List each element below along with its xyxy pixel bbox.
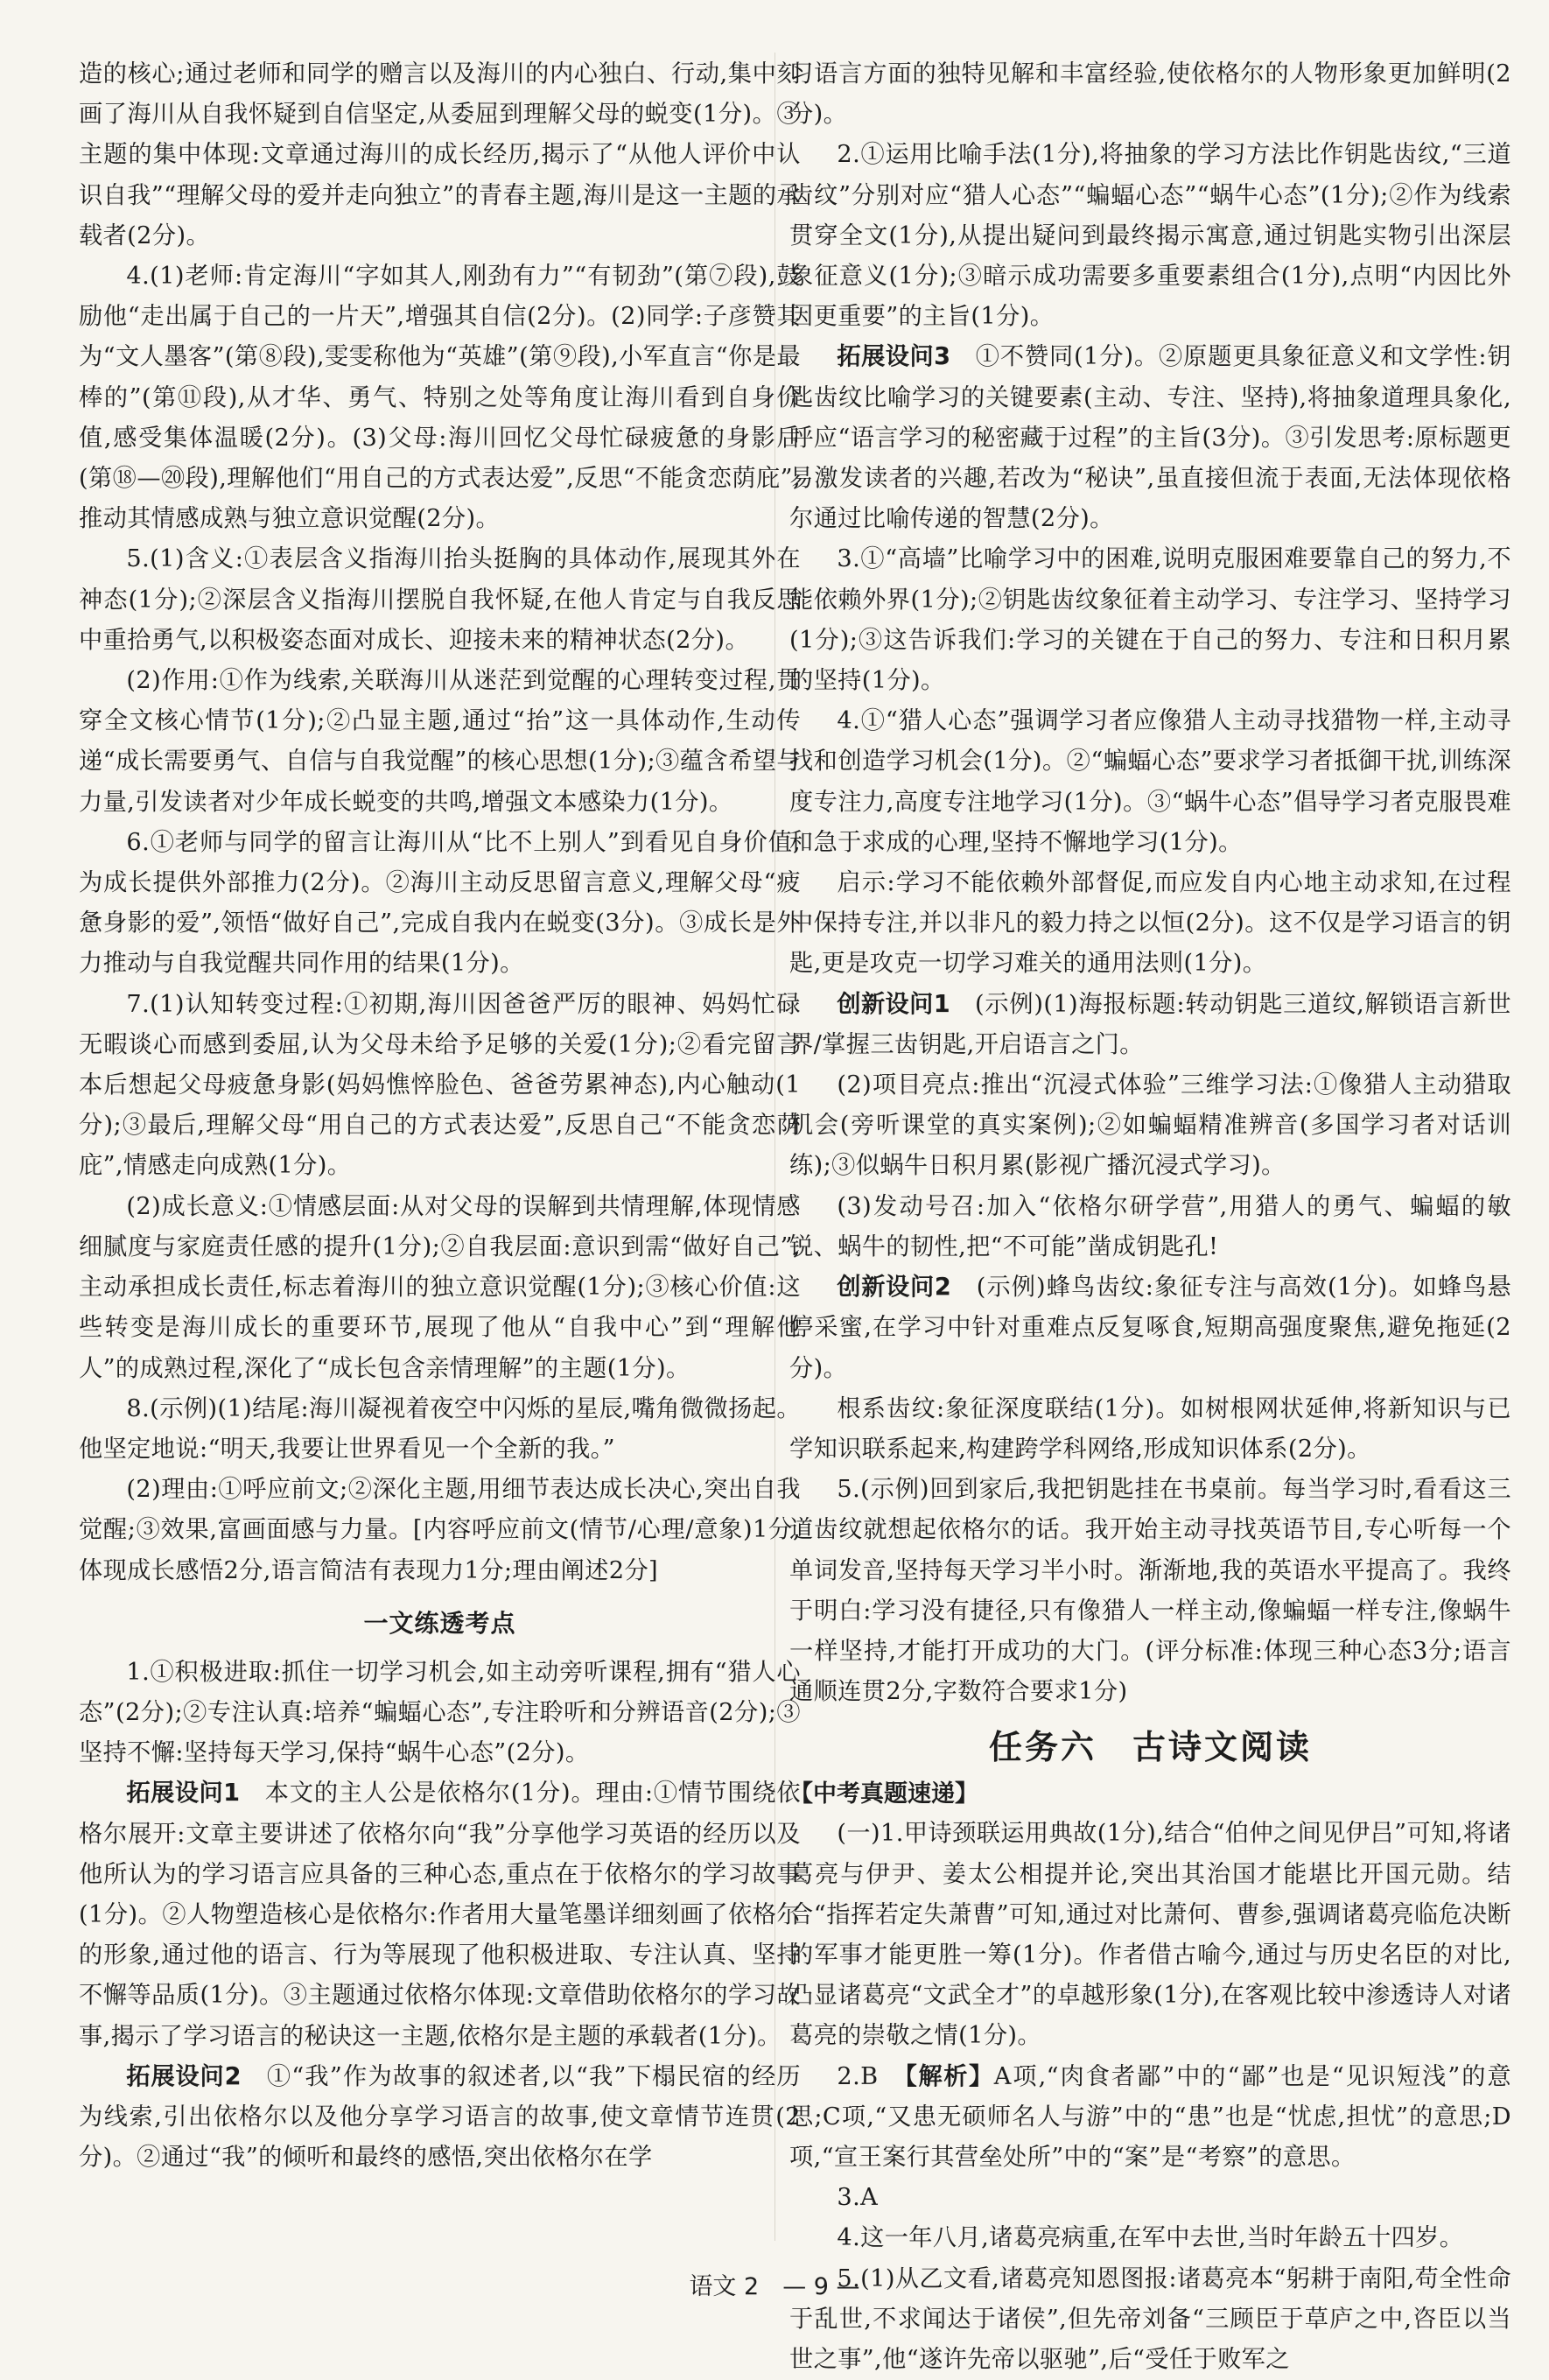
answer-text: A项,“肉食者鄙”中的“鄙”也是“见识短浅”的意思;C项,“又患无硕师名人与游”中的“患”也是“忧虑,担忧”的意思;D项,“宣王案行其营垒处所”中的“案”是“考察”的意思。 (789, 2062, 1511, 2171)
paragraph: (2)作用:①作为线索,关联海川从迷茫到觉醒的心理转变过程,贯穿全文核心情节(1分);②凸显主题,通过“抬”这一具体动作,生动传递“成长需要勇气、自信与自我觉醒”的核心思想(1分);③蕴含希望与力量,引发读者对少年成长蜕变的共鸣,增强文本感染力(1分)。 (79, 667, 801, 816)
paragraph (789, 985, 1511, 1065)
paragraph: 7.(1)认知转变过程:①初期,海川因爸爸严厉的眼神、妈妈忙碌无暇谈心而感到委屈,认为父母未给予足够的关爱(1分);②看完留言本后想起父母疲惫身影(妈妈憔悴脸色、爸爸劳累神态),内心触动(1分);③最后,理解父母“用自己的方式表达爱”,反思自己“不能贪恋荫庇”,情感走向成熟(1分)。 (79, 990, 801, 1180)
subsection-heading: 【中考真题速递】 (789, 1780, 978, 1808)
paragraph: 4.(1)老师:肯定海川“字如其人,刚劲有力”“有韧劲”(第⑦段),鼓励他“走出属于自己的一片天”,增强其自信(2分)。(2)同学:子彦赞其为“文人墨客”(第⑧段),雯雯称他为“英雄”(第⑨段),小军直言“你是最棒的”(第⑪段),从才华、勇气、特别之处等角度让海川看到自身价值,感受集体温暖(2分)。(3)父母:海川回忆父母忙碌疲惫的身影后(第⑱—⑳段),理解他们“用自己的方式表达爱”,反思“不能贪恋荫庇”,推动其情感成熟与独立意识觉醒(2分)。 (79, 263, 801, 533)
paragraph: 启示:学习不能依赖外部督促,而应发自内心地主动求知,在过程中保持专注,并以非凡的毅力持之以恒(2分)。这不仅是学习语言的钥匙,更是攻克一切学习难关的通用法则(1分)。 (789, 869, 1511, 978)
paragraph: 3.①“高墙”比喻学习中的困难,说明克服困难要靠自己的努力,不能依赖外界(1分);②钥匙齿纹象征着主动学习、专注学习、坚持学习(1分);③这告诉我们:学习的关键在于自己的努力、专注和日积月累的坚持(1分)。 (789, 545, 1511, 695)
paragraph: (一)1.甲诗颈联运用典故(1分),结合“伯仲之间见伊吕”可知,将诸葛亮与伊尹、姜太公相提并论,突出其治国才能堪比开国元勋。结合“指挥若定失萧曹”可知,通过对比萧何、曹参,强调诸葛亮临危决断的军事才能更胜一筹(1分)。作者借古喻今,通过与历史名臣的对比,凸显诸葛亮“文武全才”的卓越形象(1分),在客观比较中渗透诗人对诸葛亮的崇敬之情(1分)。 (789, 1820, 1511, 2050)
answer-text: 本文的主人公是依格尔(1分)。理由:①情节围绕依格尔展开:文章主要讲述了依格尔向“我”分享他学习英语的经历以及他所认为的学习语言应具备的三种心态,重点在于依格尔的学习故事(1分)。②人物塑造核心是依格尔:作者用大量笔墨详细刻画了依格尔的形象,通过他的语言、行为等展现了他积极进取、专注认真、坚持不懈等品质(1分)。③主题通过依格尔体现:文章借助依格尔的学习故事,揭示了学习语言的秘诀这一主题,依格尔是主题的承载者(1分)。 (79, 1780, 802, 2050)
paragraph: 造的核心;通过老师和同学的赠言以及海川的内心独白、行动,集中刻画了海川从自我怀疑到自信坚定,从委屈到理解父母的蜕变(1分)。③主题的集中体现:文章通过海川的成长经历,揭示了“从他人评价中认识自我”“理解父母的爱并走向独立”的青春主题,海川是这一主题的承载者(2分)。 (79, 60, 801, 249)
paragraph: (2)理由:①呼应前文;②深化主题,用细节表达成长决心,突出自我觉醒;③效果,富画面感与力量。[内容呼应前文(情节/心理/意象)1分,体现成长感悟2分,语言简洁有表现力1分;理由阐述2分] (79, 1476, 801, 1584)
answer-text: (示例)(1)海报标题:转动钥匙三道纹,解锁语言新世界/掌握三齿钥匙,开启语言之门。 (789, 990, 1511, 1058)
paragraph (789, 1267, 1511, 1389)
answer-text: ①不赞同(1分)。②原题更具象征意义和文学性:钥匙齿纹比喻学习的关键要素(主动、专注、坚持),将抽象道理具象化,呼应“语言学习的秘密藏于过程”的主旨(3分)。③引发思考:原标题更易激发读者的兴趣,若改为“秘诀”,虽直接但流于表面,无法体现依格尔通过比喻传递的智慧(2分)。 (789, 343, 1512, 533)
paragraph (789, 2057, 1511, 2179)
question-label: 拓展设问2 (126, 2062, 242, 2090)
paragraph: 5.(1)从乙文看,诸葛亮知恩图报:诸葛亮本“躬耕于南阳,苟全性命于乱世,不求闻达于诸侯”,但先帝刘备“三顾臣于草庐之中,咨臣以当世之事”,他“遂许先帝以驱驰”,后“受任于败军之 (789, 2264, 1511, 2373)
paragraph: 4.①“猎人心态”强调学习者应像猎人主动寻找猎物一样,主动寻找和创造学习机会(1分)。②“蝙蝠心态”要求学习者抵御干扰,训练深度专注力,高度专注地学习(1分)。③“蜗牛心态”倡导学习者克服畏难和急于求成的心理,坚持不懈地学习(1分)。 (789, 707, 1511, 856)
paragraph: 5.(1)含义:①表层含义指海川抬头挺胸的具体动作,展现其外在神态(1分);②深层含义指海川摆脱自我怀疑,在他人肯定与自我反思中重拾勇气,以积极姿态面对成长、迎接未来的精神状态(2分)。 (79, 545, 801, 654)
paragraph: 2.①运用比喻手法(1分),将抽象的学习方法比作钥匙齿纹,“三道齿纹”分别对应“猎人心态”“蝙蝠心态”“蜗牛心态”(1分);②作为线索贯穿全文(1分),从提出疑问到最终揭示寓意,通过钥匙实物引出深层象征意义(1分);③暗示成功需要多重要素组合(1分),点明“内因比外因更重要”的主旨(1分)。 (789, 141, 1511, 331)
answer-text: (示例)蜂鸟齿纹:象征专注与高效(1分)。如蜂鸟悬停采蜜,在学习中针对重难点反复啄食,短期高强度聚焦,避免拖延(2分)。 (789, 1274, 1512, 1382)
page-footer: 语文 2 — 9 — (689, 2273, 860, 2300)
right-column (789, 54, 1511, 2380)
paragraph (79, 1773, 801, 2056)
paragraph: 1.①积极进取:抓住一切学习机会,如主动旁听课程,拥有“猎人心态”(2分);②专注认真:培养“蝙蝠心态”,专注聆听和分辨语音(2分);③坚持不懈:坚持每天学习,保持“蜗牛心态”(2分)。 (79, 1658, 801, 1767)
section-heading: 一文练透考点 (363, 1608, 516, 1638)
answer-text: ①“我”作为故事的叙述者,以“我”下榻民宿的经历为线索,引出依格尔以及他分享学习语言的故事,使文章情节连贯(2分)。②通过“我”的倾听和最终的感悟,突出依格尔在学 (79, 2062, 801, 2172)
paragraph: 5.(示例)回到家后,我把钥匙挂在书桌前。每当学习时,看看这三道齿纹就想起依格尔的话。我开始主动寻找英语节目,专心听每一个单词发音,坚持每天学习半小时。渐渐地,我的英语水平提高了。我终于明白:学习没有捷径,只有像猎人一样主动,像蝙蝠一样专注,像蜗牛一样坚持,才能打开成功的大门。(评分标准:体现三种心态3分;语言通顺连贯2分,字数符合要求1分) (789, 1476, 1511, 1706)
left-column (79, 54, 801, 2178)
paragraph: 习语言方面的独特见解和丰富经验,使依格尔的人物形象更加鲜明(2分)。 (789, 60, 1511, 129)
paragraph: 4.这一年八月,诸葛亮病重,在军中去世,当时年龄五十四岁。 (837, 2224, 1464, 2252)
paragraph: 8.(示例)(1)结尾:海川凝视着夜空中闪烁的星辰,嘴角微微扬起。他坚定地说:“明天,我要让世界看见一个全新的我。” (79, 1394, 801, 1463)
paragraph (79, 2057, 801, 2179)
question-label: 创新设问2 (837, 1274, 951, 1302)
paragraph: (3)发动号召:加入“依格尔研学营”,用猎人的勇气、蝙蝠的敏锐、蜗牛的韧性,把“不可能”凿成钥匙孔! (789, 1192, 1511, 1260)
paragraph: 3.A (837, 2184, 879, 2212)
question-label: 拓展设问1 (126, 1780, 241, 1808)
paragraph: (2)项目亮点:推出“沉浸式体验”三维学习法:①像猎人主动猎取机会(旁听课堂的真实案例);②如蝙蝠精准辨音(多国学习者对话训练);③似蜗牛日积月累(影视广播沉浸式学习)。 (789, 1071, 1511, 1180)
question-label: 创新设问1 (837, 990, 950, 1018)
paragraph: 6.①老师与同学的留言让海川从“比不上别人”到看见自身价值,为成长提供外部推力(2分)。②海川主动反思留言意义,理解父母“疲惫身影的爱”,领悟“做好自己”,完成自我内在蜕变(3分)。③成长是外力推动与自我觉醒共同作用的结果(1分)。 (79, 828, 801, 978)
paragraph: 根系齿纹:象征深度联结(1分)。如树根网状延伸,将新知识与已学知识联系起来,构建跨学科网络,形成知识体系(2分)。 (789, 1394, 1511, 1463)
analysis-label: 【解析】 (905, 2062, 994, 2090)
paragraph: (2)成长意义:①情感层面:从对父母的误解到共情理解,体现情感细腻度与家庭责任感的提升(1分);②自我层面:意识到需“做好自己”,主动承担成长责任,标志着海川的独立意识觉醒(1分);③核心价值:这些转变是海川成长的重要环节,展现了他从“自我中心”到“理解他人”的成熟过程,深化了“成长包含亲情理解”的主题(1分)。 (79, 1192, 801, 1382)
answer-choice: 2.B (837, 2062, 879, 2090)
question-label: 拓展设问3 (837, 343, 951, 371)
paragraph (789, 337, 1511, 539)
task-heading: 任务六 古诗文阅读 (988, 1728, 1312, 1767)
